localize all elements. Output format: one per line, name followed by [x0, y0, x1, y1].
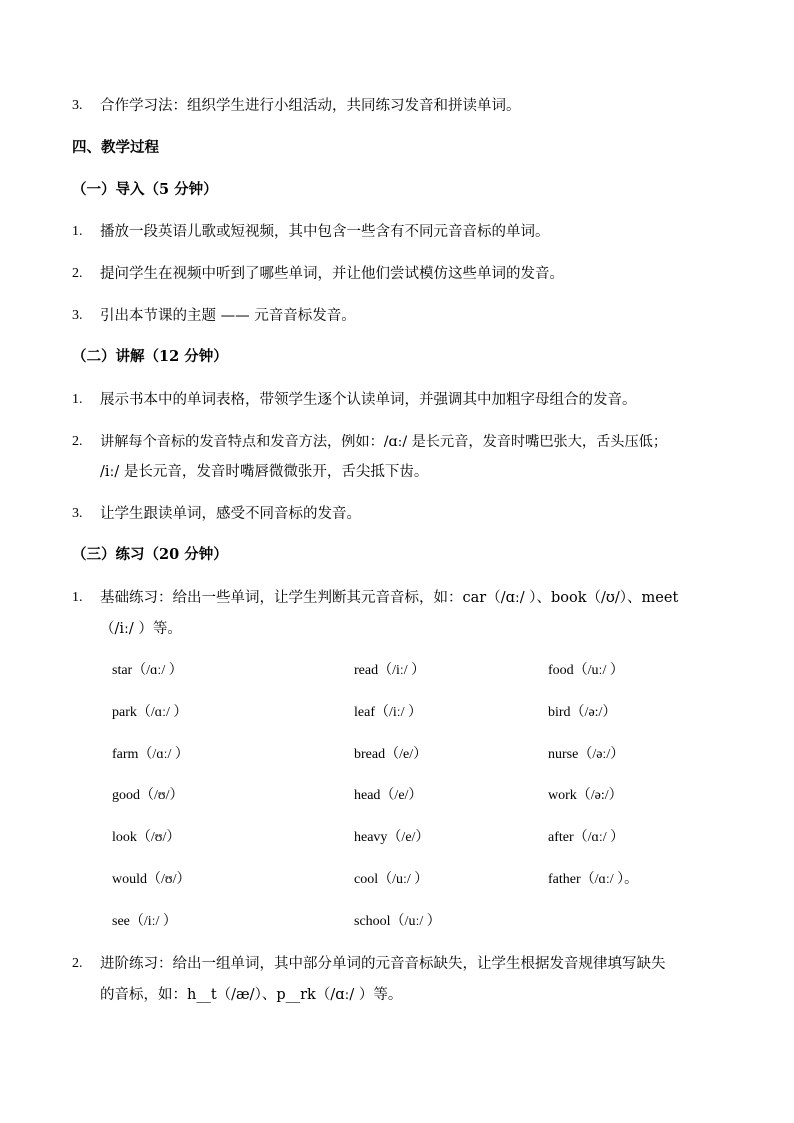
word-entry: look（/ʊ/） — [112, 830, 181, 845]
word-entry: park（/ɑː/ ） — [112, 705, 188, 720]
word-entry: school（/uː/ ） — [354, 914, 441, 929]
list-number: 2. — [72, 956, 83, 971]
word-entry: head（/e/） — [354, 788, 423, 803]
word-entry: heavy（/e/） — [354, 830, 430, 845]
section-title: 四、教学过程 — [72, 139, 159, 156]
list-text: 讲解每个音标的发音特点和发音方法，例如：/ɑː/ 是长元音，发音时嘴巴张大，舌头压低； — [100, 434, 668, 450]
subsection-title: （二）讲解（12 分钟） — [72, 348, 228, 365]
word-entry: good（/ʊ/） — [112, 788, 184, 803]
subsection-title: （三）练习（20 分钟） — [72, 546, 228, 563]
list-text: 让学生跟读单词，感受不同音标的发音。 — [100, 506, 361, 522]
word-entry: cool（/uː/ ） — [354, 872, 429, 887]
list-text: 展示书本中的单词表格，带领学生逐个认读单词，并强调其中加粗字母组合的发音。 — [100, 392, 637, 408]
word-entry: read（/iː/ ） — [354, 663, 426, 678]
list-number: 2. — [72, 434, 83, 449]
word-entry: bird（/ə:/） — [548, 705, 617, 720]
word-entry: bread（/e/） — [354, 747, 428, 762]
list-text: 播放一段英语儿歌或短视频，其中包含一些含有不同元音音标的单词。 — [100, 224, 550, 240]
subsection-title: （一）导入（5 分钟） — [72, 181, 218, 198]
list-text: 进阶练习：给出一组单词，其中部分单词的元音音标缺失，让学生根据发音规律填写缺失 — [100, 956, 666, 972]
word-entry: nurse（/əː/） — [548, 747, 625, 762]
list-text: /iː/ 是长元音，发音时嘴唇微微张开，舌尖抵下齿。 — [100, 464, 429, 480]
list-text: （/iː/ ）等。 — [100, 621, 182, 637]
list-number: 3. — [72, 98, 83, 113]
list-number: 2. — [72, 266, 83, 281]
list-text: 提问学生在视频中听到了哪些单词，并让他们尝试模仿这些单词的发音。 — [100, 266, 564, 282]
word-entry: food（/uː/ ） — [548, 663, 624, 678]
word-entry: after（/ɑː/ ） — [548, 830, 625, 845]
word-entry: father（/ɑː/ ）。 — [548, 872, 639, 887]
list-number: 1. — [72, 392, 83, 407]
word-entry: farm（/ɑː/ ） — [112, 747, 189, 762]
list-number: 1. — [72, 224, 83, 239]
list-number: 3. — [72, 506, 83, 521]
list-text: 基础练习：给出一些单词，让学生判断其元音音标，如：car（/ɑː/ ）、book（/ʊ/）、meet — [100, 590, 679, 606]
word-entry: leaf（/iː/ ） — [354, 705, 423, 720]
list-number: 3. — [72, 308, 83, 323]
list-number: 1. — [72, 590, 83, 605]
word-entry: see（/iː/ ） — [112, 914, 177, 929]
word-entry: work（/ə:/） — [548, 788, 623, 803]
list-text: 合作学习法：组织学生进行小组活动，共同练习发音和拼读单词。 — [100, 98, 521, 114]
word-entry: star（/ɑː/ ） — [112, 663, 183, 678]
list-text: 的音标，如：h__t（/æ/）、p__rk（/ɑː/ ）等。 — [100, 987, 403, 1003]
word-entry: would（/ʊ/） — [112, 872, 191, 887]
list-text: 引出本节课的主题 —— 元音音标发音。 — [100, 308, 356, 324]
